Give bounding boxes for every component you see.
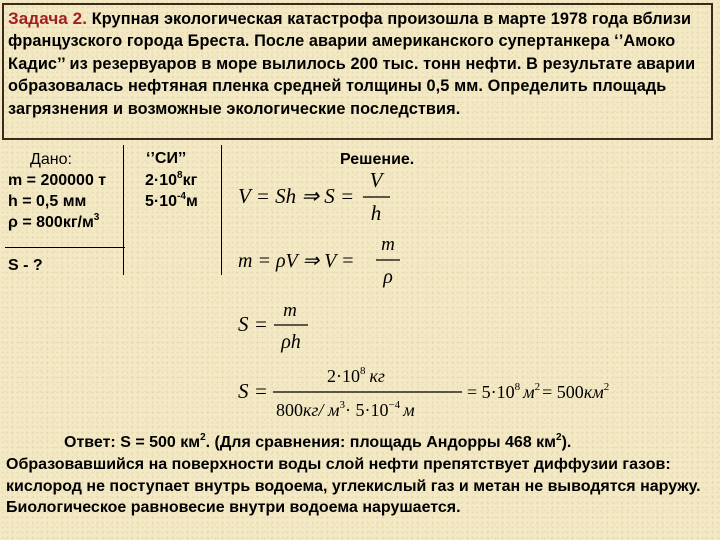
formula-2-lhs: m = ρV ⇒ V = [238,250,355,272]
formula-4-den-a: 800 [276,400,303,420]
given-heading: Дано: [30,151,72,168]
formula-3-den: ρh [281,331,301,353]
formula-4-res1-unit-exp: 2 [534,381,541,393]
formula-4-res1-unit: м [523,382,535,402]
given-thickness: h = 0,5 мм [8,193,87,210]
formula-1-den: h [370,201,382,225]
answer-line [6,432,718,454]
formula-4-res2-unit-exp: 2 [603,381,610,393]
given-density-text: ρ = 800кг/м [8,214,94,231]
formula-4-num-exp: 8 [360,365,366,377]
answer-block [6,432,718,519]
si-mass-mant: 2·10 [145,172,178,189]
formula-4-lhs: S = [238,379,268,403]
formula-4-res1-exp: 8 [514,381,521,393]
formula-4-den-unit-b: / м [318,400,340,420]
answer-text-b: . (Для сравнения: площадь Андорры 468 км [205,434,557,451]
consequences-text: Образовавшийся на поверхности воды слой нефти препятствует диффузии газов: кислород не поступает внутрь водоема, углекислый газ и метан не выводятся наружу. Биологическое равновесие внутри водоема нарушается. [6,455,701,517]
formula-1-lhs: V = Sh ⇒ S = [238,184,355,208]
formula-4-den-unit-a: кг [303,400,319,420]
formula-area [238,300,308,353]
formula-4-den-exp-b: 3 [339,399,345,411]
solution-heading: Решение. [340,151,415,168]
formula-3-lhs: S = [238,312,268,336]
svg-text:= 5·108м2= 500км2 [467,381,609,402]
given-mass: m = 200000 т [8,172,107,189]
si-mass-exp: 8 [177,170,183,181]
formula-2-den: ρ [383,266,393,288]
formula-4-num-unit: кг [369,366,385,386]
formula-1-num: V [369,168,383,192]
svg-text:2·108кг [327,365,385,386]
si-thickness-exp: -4 [177,191,186,202]
si-thickness-mant: 5·10 [145,193,178,210]
formula-3-num: m [283,300,297,321]
given-density-exp: 3 [93,212,100,223]
answer-exp-b: 2 [556,432,562,443]
formula-4-den-unit-c: м [403,400,415,420]
task-label: Задача 2. [8,9,88,28]
answer-text-a: Ответ: S = 500 км [64,434,201,451]
answer-exp-a: 2 [200,432,206,443]
formula-volume [238,168,390,225]
formula-4-den-b: · 5·10 [344,400,389,420]
unknown-area: S - ? [8,257,43,274]
formula-4-res2: = 500 [542,382,584,402]
formula-4-den-exp-c: −4 [388,399,401,411]
svg-text:800кг/ м3· 5·10−4м [276,399,415,420]
formula-4-res2-unit: км [583,382,604,402]
problem-text: Крупная экологическая катастрофа произошла в марте 1978 года вблизи французского города Бреста. После аварии американского супертанкера ‘’Амоко Кадис’’ из резервуаров в море вылилось 200 тыс. тонн нефти. В результате аварии образовалась нефтяная пленка средней толщины 0,5 мм. Определить площадь загрязнения и возможные экологические последствия. [8,10,696,118]
formula-calculation [238,365,609,420]
formula-mass [238,234,400,288]
si-heading: ‘’СИ’’ [146,150,187,167]
formula-4-num: 2·10 [327,366,360,386]
answer-text-c: ). [561,434,572,451]
formula-4-res1: = 5·10 [467,382,515,402]
si-thickness-unit: м [185,193,198,210]
si-mass-unit: кг [182,172,198,189]
formula-2-num: m [381,234,395,255]
